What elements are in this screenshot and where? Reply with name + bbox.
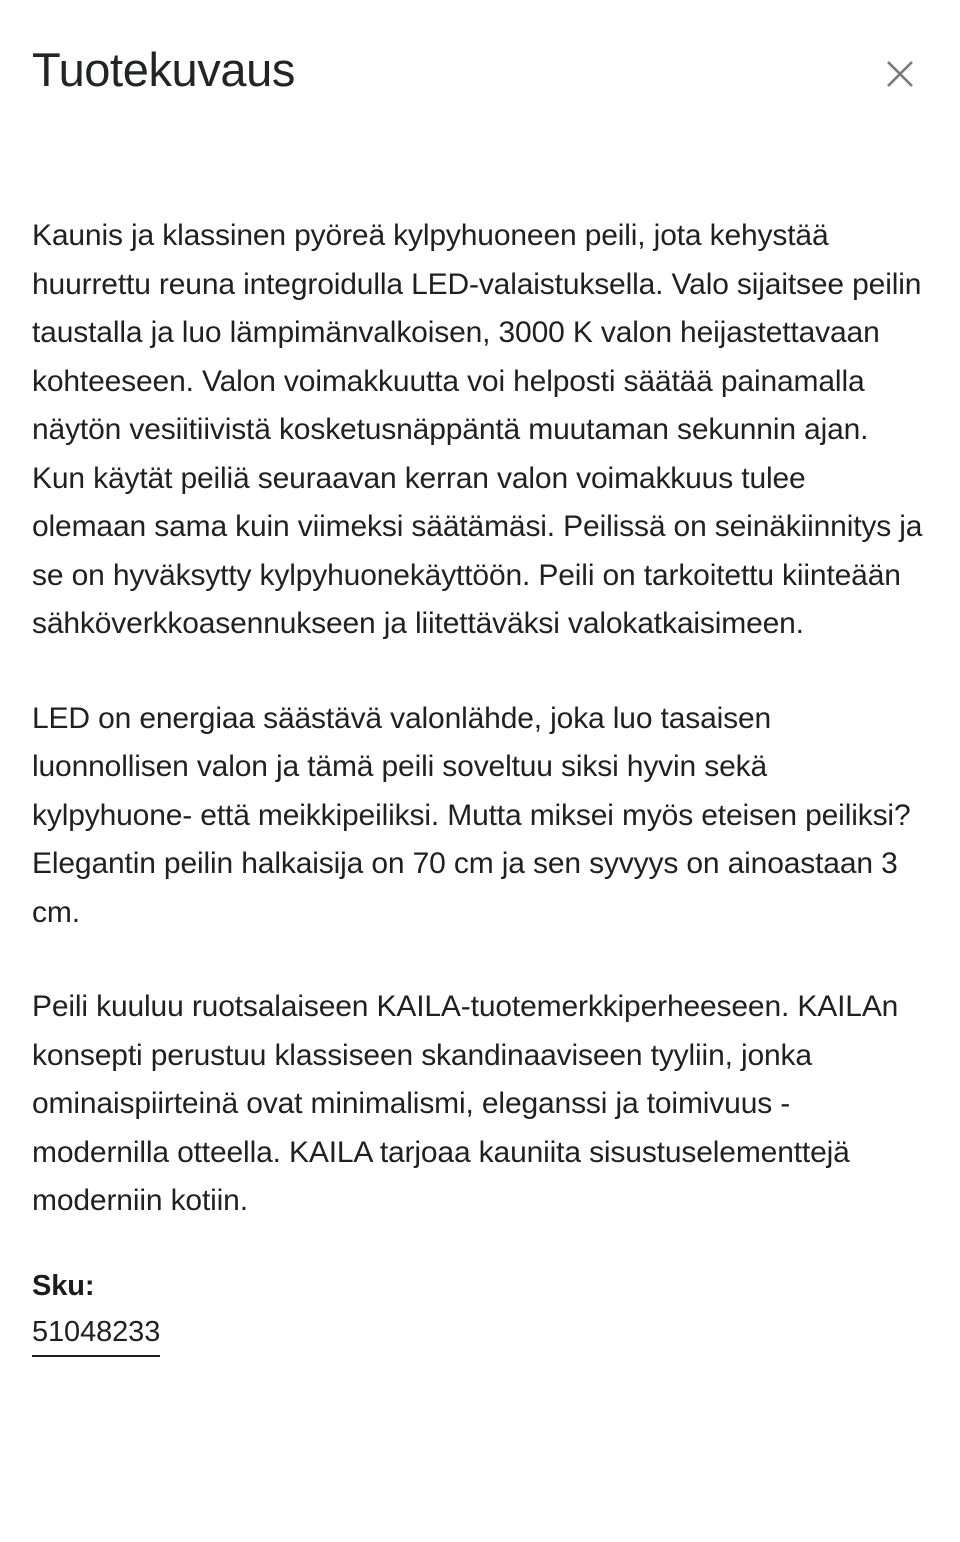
description-paragraph-2: LED on energiaa säästävä valonlähde, joka luo tasaisen luonnollisen valon ja tämä peili soveltuu siksi hyvin sekä kylpyhuone- että meikkipeiliksi. Mutta miksei myös eteisen peiliksi? Elegantin peilin halkaisija on 70 cm ja sen syvyys on ainoastaan 3 cm. bbox=[32, 701, 911, 929]
sku-label: Sku: bbox=[32, 1269, 95, 1302]
close-button[interactable] bbox=[878, 52, 922, 96]
sku-block bbox=[32, 1264, 928, 1357]
description-body bbox=[32, 150, 928, 1357]
description-paragraph-1: Kaunis ja klassinen pyöreä kylpyhuoneen peili, jota kehystää huurrettu reuna integroidulla LED-valaistuksella. Valo sijaitsee peilin taustalla ja luo lämpimänvalkoisen, 3000 K valon heijastettavaan kohteeseen. Valon voimakkuutta voi helposti säätää painamalla näytön vesiitiivistä kosketusnäppäntä muutaman sekunnin ajan. Kun käytät peiliä seuraavan kerran valon voimakkuus tulee olemaan sama kuin viimeksi säätämäsi. Peilissä on seinäkiinnitys ja se on hyväksytty kylpyhuonekäyttöön. Peili on tarkoitettu kiinteään sähköverkkoasennukseen ja liitettäväksi valokatkaisimeen. bbox=[32, 219, 923, 640]
close-icon bbox=[884, 58, 916, 90]
page-title: Tuotekuvaus bbox=[32, 43, 295, 96]
description-paragraph-3: Peili kuuluu ruotsalaiseen KAILA-tuotemerkkiperheeseen. KAILAn konsepti perustuu klassiseen skandinaaviseen tyyliin, jonka ominaispiirteinä ovat minimalismi, eleganssi ja toimivuus - modernilla otteella. KAILA tarjoaa kauniita sisustuselementtejä moderniin kotiin. bbox=[32, 990, 899, 1217]
sku-value: 51048233 bbox=[32, 1310, 160, 1357]
modal-header bbox=[32, 0, 928, 150]
